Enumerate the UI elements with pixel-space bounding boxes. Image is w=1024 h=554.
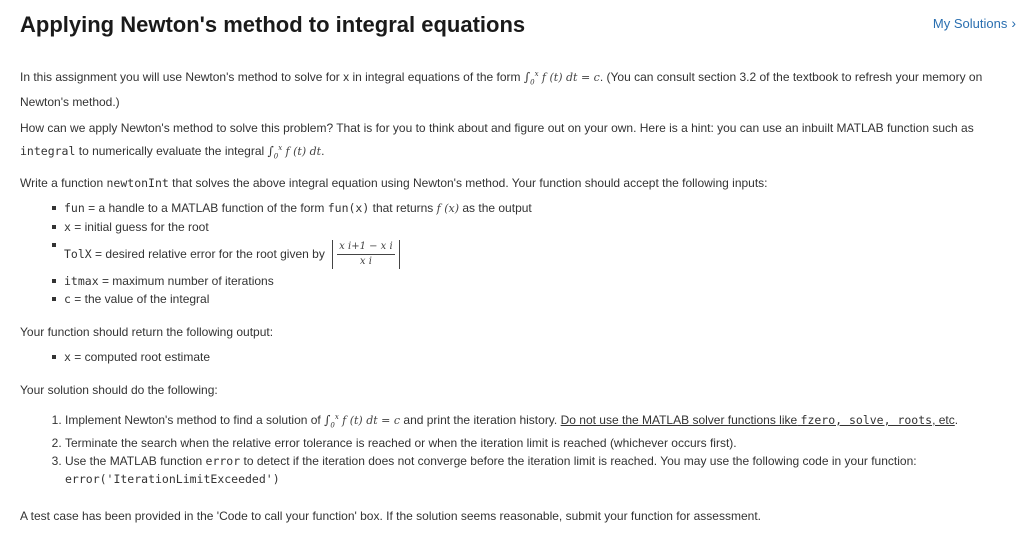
my-solutions-label: My Solutions (932, 16, 1008, 31)
integral-symbol: $\int_0^x$ (523, 70, 539, 87)
steps-intro: Your solution should do the following: (20, 382, 218, 397)
my-solutions-link[interactable] (933, 15, 1016, 31)
relative-error-fraction: $\frac{\text{x i+1 − x i}}{\text{x i}}$ (332, 240, 400, 269)
integral-symbol: $\int_0^x$ (324, 412, 339, 430)
solver-warning: Do not use the MATLAB solver functions like fzero, solve, roots, etc (560, 412, 955, 427)
list-item: itmax = maximum number of iterations (64, 272, 990, 290)
integral-symbol: $\int_0^x$ (267, 144, 283, 161)
output-intro: Your function should return the following output: (20, 324, 274, 339)
integral-equation: f (t) dt = c (541, 71, 600, 84)
list-item: TolX = desired relative error for the root given by $\frac{\text{x i+1 − x i}}{\text{x i}}$ (64, 236, 990, 272)
error-code-snippet: error('IterationLimitExceeded') (65, 472, 280, 487)
test-case-paragraph: A test case has been provided in the 'Code to call your function' box. If the solution seems reasonable, submit your function for assessment. (20, 509, 761, 524)
integral-code: integral (20, 144, 76, 159)
list-item: fun = a handle to a MATLAB function of the form fun(x) that returns f (x) as the output (64, 199, 990, 218)
list-item: x = computed root estimate (64, 348, 990, 366)
list-item: c = the value of the integral (64, 290, 990, 308)
inputs-list (20, 199, 990, 308)
problem-description (20, 64, 990, 526)
steps-list (20, 408, 990, 488)
intro-paragraph: In this assignment you will use Newton's method to solve for x in integral equations of the form $\int_0^x$ f (t) dt = c. (You can consult section 3.2 of the textbook to refresh your memory on Newton's method.) (20, 70, 983, 110)
function-name-code: newtonInt (106, 175, 169, 190)
list-item: x = initial guess for the root (64, 218, 990, 236)
integral-expression: f (t) dt (285, 145, 322, 159)
page-title: Applying Newton's method to integral equations (20, 12, 526, 37)
task-paragraph: Write a function newtonInt that solves the above integral equation using Newton's method. Your function should accept the following inputs: (20, 175, 768, 190)
chevron-right-icon: › (1011, 15, 1016, 31)
list-item: 1. Implement Newton's method to find a solution of $\int_0^x$ f (t) dt = c and print the iteration history. Do not use the MATLAB solver functions like fzero, solve, roots, etc. (65, 408, 990, 434)
outputs-list (20, 348, 990, 366)
list-item: 3. Use the MATLAB function error to detect if the iteration does not converge before the iteration limit is reached. You may use the following code in your function: error('IterationLimitExceeded') (65, 452, 990, 488)
hint-paragraph: How can we apply Newton's method to solve this problem? That is for you to think about and figure out on your own. Here is a hint: you can use an inbuilt MATLAB function such as integral to numerically evaluate the integral $\int_0^x$ f (t) dt. (20, 121, 974, 161)
list-item: 2. Terminate the search when the relative error tolerance is reached or when the iteration limit is reached (whichever occurs first). (65, 434, 990, 452)
